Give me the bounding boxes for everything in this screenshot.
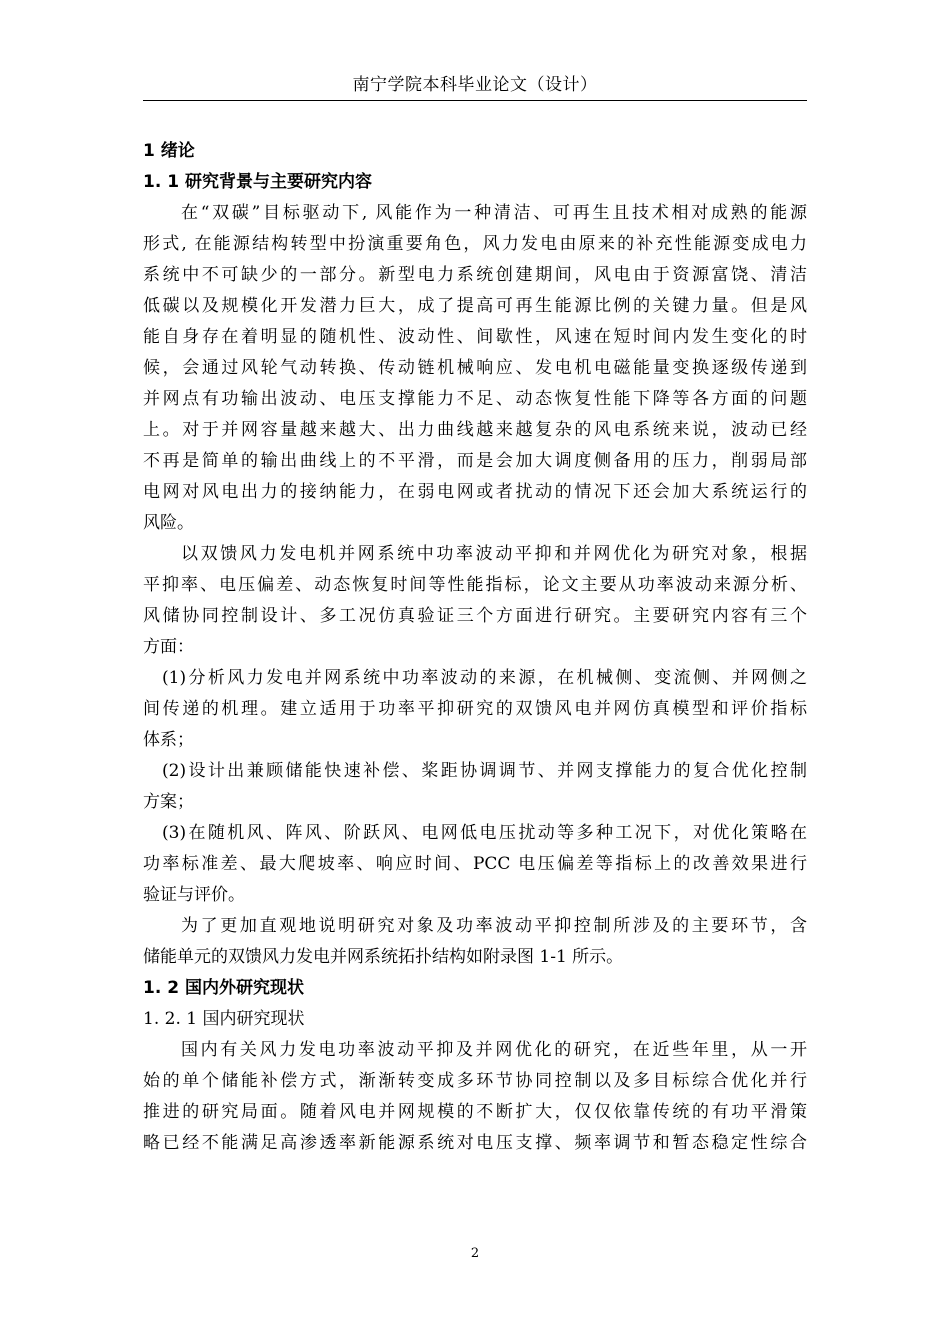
paragraph-line: 低碳以及规模化开发潜力巨大，成了提高可再生能源比例的关键力量。但是风 (143, 296, 807, 316)
section-heading-1-2: 1. 2 国内外研究现状 (143, 978, 304, 998)
paragraph-line: 电网对风电出力的接纳能力，在弱电网或者扰动的情况下还会加大系统运行的 (143, 482, 807, 502)
paragraph-line: 能自身存在着明显的随机性、波动性、间歇性，风速在短时间内发生变化的时 (143, 327, 807, 347)
paragraph-line: 推进的研究局面。随着风电并网规模的不断扩大，仅仅依靠传统的有功平滑策 (143, 1102, 807, 1122)
paragraph-line: (3)在随机风、阵风、阶跃风、电网低电压扰动等多种工况下，对优化策略在 (162, 823, 807, 843)
list-item-3 (143, 818, 807, 911)
document-body (143, 136, 807, 1159)
paragraph-line: 略已经不能满足高渗透率新能源系统对电压支撑、频率调节和暂态稳定性综合 (143, 1133, 807, 1153)
header-divider (143, 100, 807, 101)
paragraph-research-content (143, 539, 807, 663)
paragraph-domestic-research (143, 1035, 807, 1159)
paragraph-line: 方面： (143, 637, 194, 657)
list-item-2 (143, 756, 807, 818)
paragraph-line: 不再是简单的输出曲线上的不平滑，而是会加大调度侧备用的压力，削弱局部 (143, 451, 807, 471)
paragraph-line: 验证与评价。 (143, 885, 245, 905)
paragraph-line: 为了更加直观地说明研究对象及功率波动平抑控制所涉及的主要环节，含 (181, 916, 807, 936)
page-header-title: 南宁学院本科毕业论文（设计） (352, 75, 598, 95)
page-number: 2 (470, 1246, 480, 1261)
paragraph-line: (1)分析风力发电并网系统中功率波动的来源，在机械侧、变流侧、并网侧之 (162, 668, 807, 688)
paragraph-line: 风险。 (143, 513, 194, 533)
section-heading-1-1: 1. 1 研究背景与主要研究内容 (143, 172, 372, 192)
paragraph-line: 系统中不可缺少的一部分。新型电力系统创建期间，风电由于资源富饶、清洁 (143, 265, 807, 285)
paragraph-line: 储能单元的双馈风力发电并网系统拓扑结构如附录图 1-1 所示。 (143, 947, 624, 967)
paragraph-line: 上。对于并网容量越来越大、出力曲线越来越复杂的风电系统来说，波动已经 (143, 420, 807, 440)
paragraph-line: 在“双碳”目标驱动下, 风能作为一种清洁、可再生且技术相对成熟的能源 (181, 203, 807, 223)
chapter-heading: 1 绪论 (143, 141, 195, 161)
paragraph-line: 候，会通过风轮气动转换、传动链机械响应、发电机电磁能量变换逐级传递到 (143, 358, 807, 378)
paragraph-line: 方案； (143, 792, 194, 812)
paragraph-line: (2)设计出兼顾储能快速补偿、桨距协调调节、并网支撑能力的复合优化控制 (162, 761, 807, 781)
paragraph-line: 风储协同控制设计、多工况仿真验证三个方面进行研究。主要研究内容有三个 (143, 606, 807, 626)
subsection-heading-1-2-1: 1. 2. 1 国内研究现状 (143, 1009, 305, 1029)
paragraph-line: 功率标准差、最大爬坡率、响应时间、PCC 电压偏差等指标上的改善效果进行 (143, 854, 807, 874)
paragraph-line: 国内有关风力发电功率波动平抑及并网优化的研究，在近些年里，从一开 (181, 1040, 807, 1060)
paragraph-line: 始的单个储能补偿方式，渐渐转变成多环节协同控制以及多目标综合优化并行 (143, 1071, 807, 1091)
paragraph-line: 以双馈风力发电机并网系统中功率波动平抑和并网优化为研究对象，根据 (181, 544, 807, 564)
paragraph-topology (143, 911, 807, 973)
paragraph-line: 形式, 在能源结构转型中扮演重要角色，风力发电由原来的补充性能源变成电力 (143, 234, 807, 254)
paragraph-background (143, 198, 807, 539)
list-item-1 (143, 663, 807, 756)
paragraph-line: 间传递的机理。建立适用于功率平抑研究的双馈风电并网仿真模型和评价指标 (143, 699, 807, 719)
paragraph-line: 体系； (143, 730, 194, 750)
paragraph-line: 并网点有功输出波动、电压支撑能力不足、动态恢复性能下降等各方面的问题 (143, 389, 807, 409)
paragraph-line: 平抑率、电压偏差、动态恢复时间等性能指标，论文主要从功率波动来源分析、 (143, 575, 807, 595)
